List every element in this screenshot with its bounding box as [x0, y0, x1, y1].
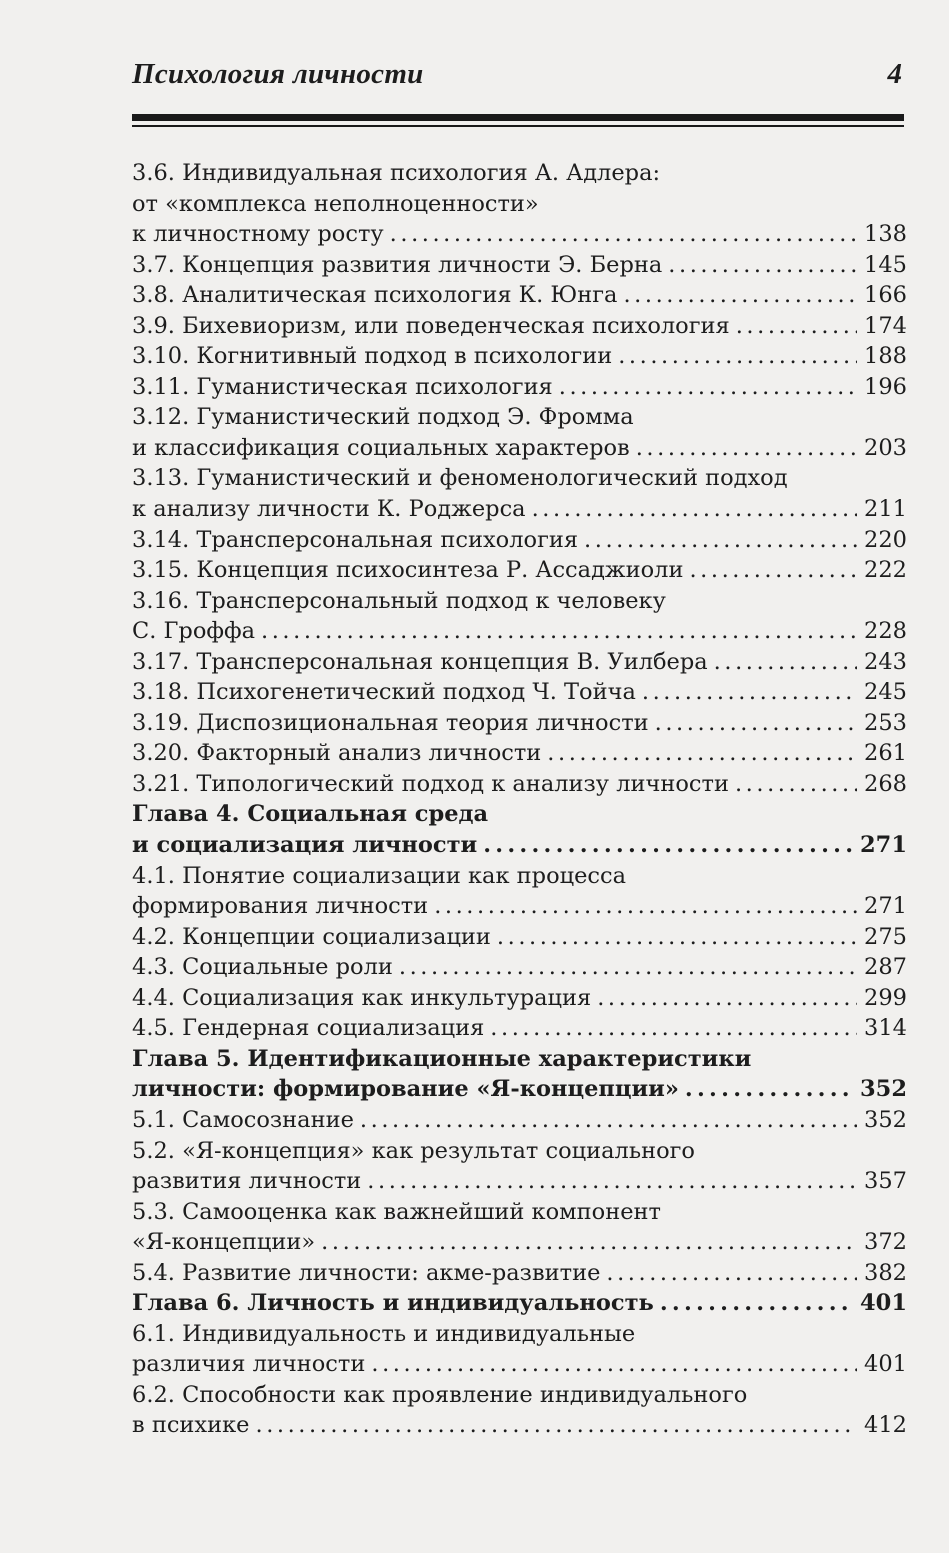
- toc-page-number: 145: [864, 251, 907, 278]
- toc-chapter-line: [132, 799, 907, 830]
- toc-entry-line: [132, 250, 907, 281]
- toc-entry-title: 3.12. Гуманистический подход Э. Фромма: [132, 404, 634, 431]
- dot-leader: [360, 1105, 857, 1136]
- toc-entry-title: 3.14. Трансперсональная психология: [132, 526, 579, 553]
- toc-entry-title: 3.19. Диспозициональная теория личности: [132, 709, 649, 736]
- toc-entry-title: 3.20. Факторный анализ личности: [132, 740, 542, 767]
- toc-entry-title: 3.7. Концепция развития личности Э. Берна: [132, 251, 663, 278]
- toc-entry-title: «Я-концепции»: [132, 1229, 316, 1256]
- toc-entry-line: [132, 1410, 907, 1441]
- running-header: [132, 58, 904, 98]
- toc-entry-title: С. Гроффа: [132, 618, 256, 645]
- toc-entry-line: [132, 1166, 907, 1197]
- toc-entry-line: [132, 494, 907, 525]
- toc-entry-line: [132, 1105, 907, 1136]
- toc-entry-title: Глава 5. Идентификационные характеристики: [132, 1045, 752, 1072]
- toc-entry-line: [132, 1013, 907, 1044]
- toc-page-number: 174: [864, 312, 907, 339]
- toc-entry-title: различия личности: [132, 1351, 366, 1378]
- dot-leader: [490, 1013, 857, 1044]
- toc-page-number: 357: [864, 1168, 907, 1195]
- toc-entry-line: [132, 952, 907, 983]
- dot-leader: [660, 1288, 854, 1319]
- toc-entry-line: [132, 769, 907, 800]
- table-of-contents: [132, 158, 907, 1441]
- dot-leader: [261, 616, 857, 647]
- toc-page-number: 243: [864, 648, 907, 675]
- toc-entry-title: в психике: [132, 1412, 250, 1439]
- toc-page-number: 271: [860, 832, 907, 859]
- toc-page-number: 287: [864, 954, 907, 981]
- dot-leader: [399, 952, 857, 983]
- toc-entry-line: [132, 402, 907, 433]
- toc-entry-title: 4.5. Гендерная социализация: [132, 1015, 485, 1042]
- page-number: 4: [887, 58, 902, 90]
- running-title: Психология личности: [132, 58, 424, 90]
- dot-leader: [655, 708, 857, 739]
- toc-page-number: 352: [864, 1106, 907, 1133]
- dot-leader: [434, 891, 857, 922]
- dot-leader: [714, 647, 857, 678]
- toc-entry-title: 5.3. Самооценка как важнейший компонент: [132, 1198, 661, 1225]
- toc-page-number: 271: [864, 893, 907, 920]
- toc-entry-line: [132, 1227, 907, 1258]
- toc-entry-line: [132, 372, 907, 403]
- toc-entry-title: и социализация личности: [132, 832, 478, 859]
- dot-leader: [623, 280, 857, 311]
- dot-leader: [685, 1074, 854, 1105]
- dot-leader: [668, 250, 857, 281]
- dot-leader: [483, 830, 854, 861]
- toc-page-number: 253: [864, 709, 907, 736]
- toc-entry-line: [132, 677, 907, 708]
- toc-entry-title: 3.18. Психогенетический подход Ч. Тойча: [132, 679, 636, 706]
- toc-entry-line: [132, 922, 907, 953]
- toc-entry-title: 3.9. Бихевиоризм, или поведенческая психология: [132, 312, 730, 339]
- toc-page-number: 352: [860, 1076, 907, 1103]
- dot-leader: [255, 1410, 857, 1441]
- toc-entry-title: формирования личности: [132, 893, 429, 920]
- dot-leader: [390, 219, 857, 250]
- header-rule-thick: [132, 114, 904, 121]
- toc-entry-title: 4.2. Концепции социализации: [132, 923, 491, 950]
- toc-page-number: 222: [864, 557, 907, 584]
- toc-entry-title: Глава 4. Социальная среда: [132, 801, 489, 828]
- toc-entry-title: 4.4. Социализация как инкультурация: [132, 984, 592, 1011]
- dot-leader: [642, 677, 857, 708]
- toc-entry-title: 3.13. Гуманистический и феноменологический подход: [132, 465, 788, 492]
- toc-entry-title: 3.17. Трансперсональная концепция В. Уилбера: [132, 648, 708, 675]
- toc-page-number: 299: [864, 984, 907, 1011]
- toc-entry-line: [132, 280, 907, 311]
- toc-entry-line: [132, 219, 907, 250]
- toc-entry-line: [132, 341, 907, 372]
- toc-entry-line: [132, 647, 907, 678]
- toc-page-number: 196: [864, 373, 907, 400]
- toc-entry-title: 3.10. Когнитивный подход в психологии: [132, 343, 613, 370]
- dot-leader: [736, 311, 857, 342]
- toc-page-number: 372: [864, 1229, 907, 1256]
- toc-entry-title: 3.11. Гуманистическая психология: [132, 373, 553, 400]
- toc-entry-line: [132, 983, 907, 1014]
- toc-entry-line: [132, 1349, 907, 1380]
- header-rule-thin: [132, 125, 904, 127]
- toc-page-number: 228: [864, 618, 907, 645]
- dot-leader: [497, 922, 857, 953]
- dot-leader: [689, 555, 857, 586]
- toc-page-number: 245: [864, 679, 907, 706]
- toc-page-number: 138: [864, 221, 907, 248]
- toc-entry-title: к анализу личности К. Роджерса: [132, 496, 526, 523]
- toc-entry-line: [132, 158, 907, 189]
- toc-entry-title: 4.1. Понятие социализации как процесса: [132, 862, 627, 889]
- toc-page-number: 220: [864, 526, 907, 553]
- toc-entry-title: личности: формирование «Я-концепции»: [132, 1076, 679, 1103]
- toc-entry-title: 3.21. Типологический подход к анализу личности: [132, 770, 729, 797]
- dot-leader: [532, 494, 857, 525]
- toc-entry-line: [132, 708, 907, 739]
- toc-entry-title: 6.2. Способности как проявление индивидуального: [132, 1381, 748, 1408]
- toc-entry-line: [132, 555, 907, 586]
- toc-entry-line: [132, 1380, 907, 1411]
- toc-entry-title: 3.16. Трансперсональный подход к человеку: [132, 587, 666, 614]
- toc-page-number: 268: [864, 770, 907, 797]
- toc-chapter-line: [132, 830, 907, 861]
- toc-entry-title: 5.2. «Я-концепция» как результат социального: [132, 1137, 695, 1164]
- toc-page-number: 314: [864, 1015, 907, 1042]
- toc-entry-title: и классификация социальных характеров: [132, 434, 630, 461]
- toc-page-number: 382: [864, 1259, 907, 1286]
- toc-entry-line: [132, 1258, 907, 1289]
- toc-page-number: 261: [864, 740, 907, 767]
- toc-entry-line: [132, 1319, 907, 1350]
- toc-entry-line: [132, 525, 907, 556]
- toc-page-number: 188: [864, 343, 907, 370]
- toc-entry-line: [132, 463, 907, 494]
- toc-page-number: 401: [860, 1290, 907, 1317]
- toc-entry-title: от «комплекса неполноценности»: [132, 190, 539, 217]
- dot-leader: [584, 525, 857, 556]
- dot-leader: [321, 1227, 857, 1258]
- dot-leader: [371, 1349, 857, 1380]
- toc-entry-line: [132, 616, 907, 647]
- toc-entry-line: [132, 1136, 907, 1167]
- toc-page-number: 203: [864, 434, 907, 461]
- toc-entry-line: [132, 891, 907, 922]
- dot-leader: [606, 1258, 857, 1289]
- toc-entry-title: 3.8. Аналитическая психология К. Юнга: [132, 282, 618, 309]
- toc-entry-line: [132, 189, 907, 220]
- toc-page-number: 401: [864, 1351, 907, 1378]
- toc-entry-line: [132, 433, 907, 464]
- toc-entry-line: [132, 586, 907, 617]
- toc-entry-title: Глава 6. Личность и индивидуальность: [132, 1290, 654, 1317]
- toc-entry-line: [132, 738, 907, 769]
- toc-entry-title: 4.3. Социальные роли: [132, 954, 393, 981]
- toc-entry-line: [132, 861, 907, 892]
- toc-entry-title: 3.15. Концепция психосинтеза Р. Ассаджиоли: [132, 557, 684, 584]
- dot-leader: [559, 372, 857, 403]
- toc-chapter-line: [132, 1074, 907, 1105]
- dot-leader: [367, 1166, 857, 1197]
- toc-entry-title: к личностному росту: [132, 221, 384, 248]
- toc-chapter-line: [132, 1044, 907, 1075]
- dot-leader: [735, 769, 857, 800]
- toc-page-number: 166: [864, 282, 907, 309]
- toc-chapter-line: [132, 1288, 907, 1319]
- toc-entry-title: 3.6. Индивидуальная психология А. Адлера:: [132, 160, 661, 186]
- toc-entry-title: развития личности: [132, 1168, 362, 1195]
- dot-leader: [547, 738, 857, 769]
- toc-entry-title: 5.1. Самосознание: [132, 1106, 354, 1133]
- toc-page-number: 275: [864, 923, 907, 950]
- toc-entry-line: [132, 1197, 907, 1228]
- toc-page-number: 412: [864, 1412, 907, 1439]
- dot-leader: [636, 433, 857, 464]
- toc-entry-title: 5.4. Развитие личности: акме-развитие: [132, 1259, 601, 1286]
- dot-leader: [618, 341, 857, 372]
- toc-page-number: 211: [864, 496, 907, 523]
- toc-entry-title: 6.1. Индивидуальность и индивидуальные: [132, 1320, 636, 1347]
- dot-leader: [597, 983, 857, 1014]
- toc-entry-line: [132, 311, 907, 342]
